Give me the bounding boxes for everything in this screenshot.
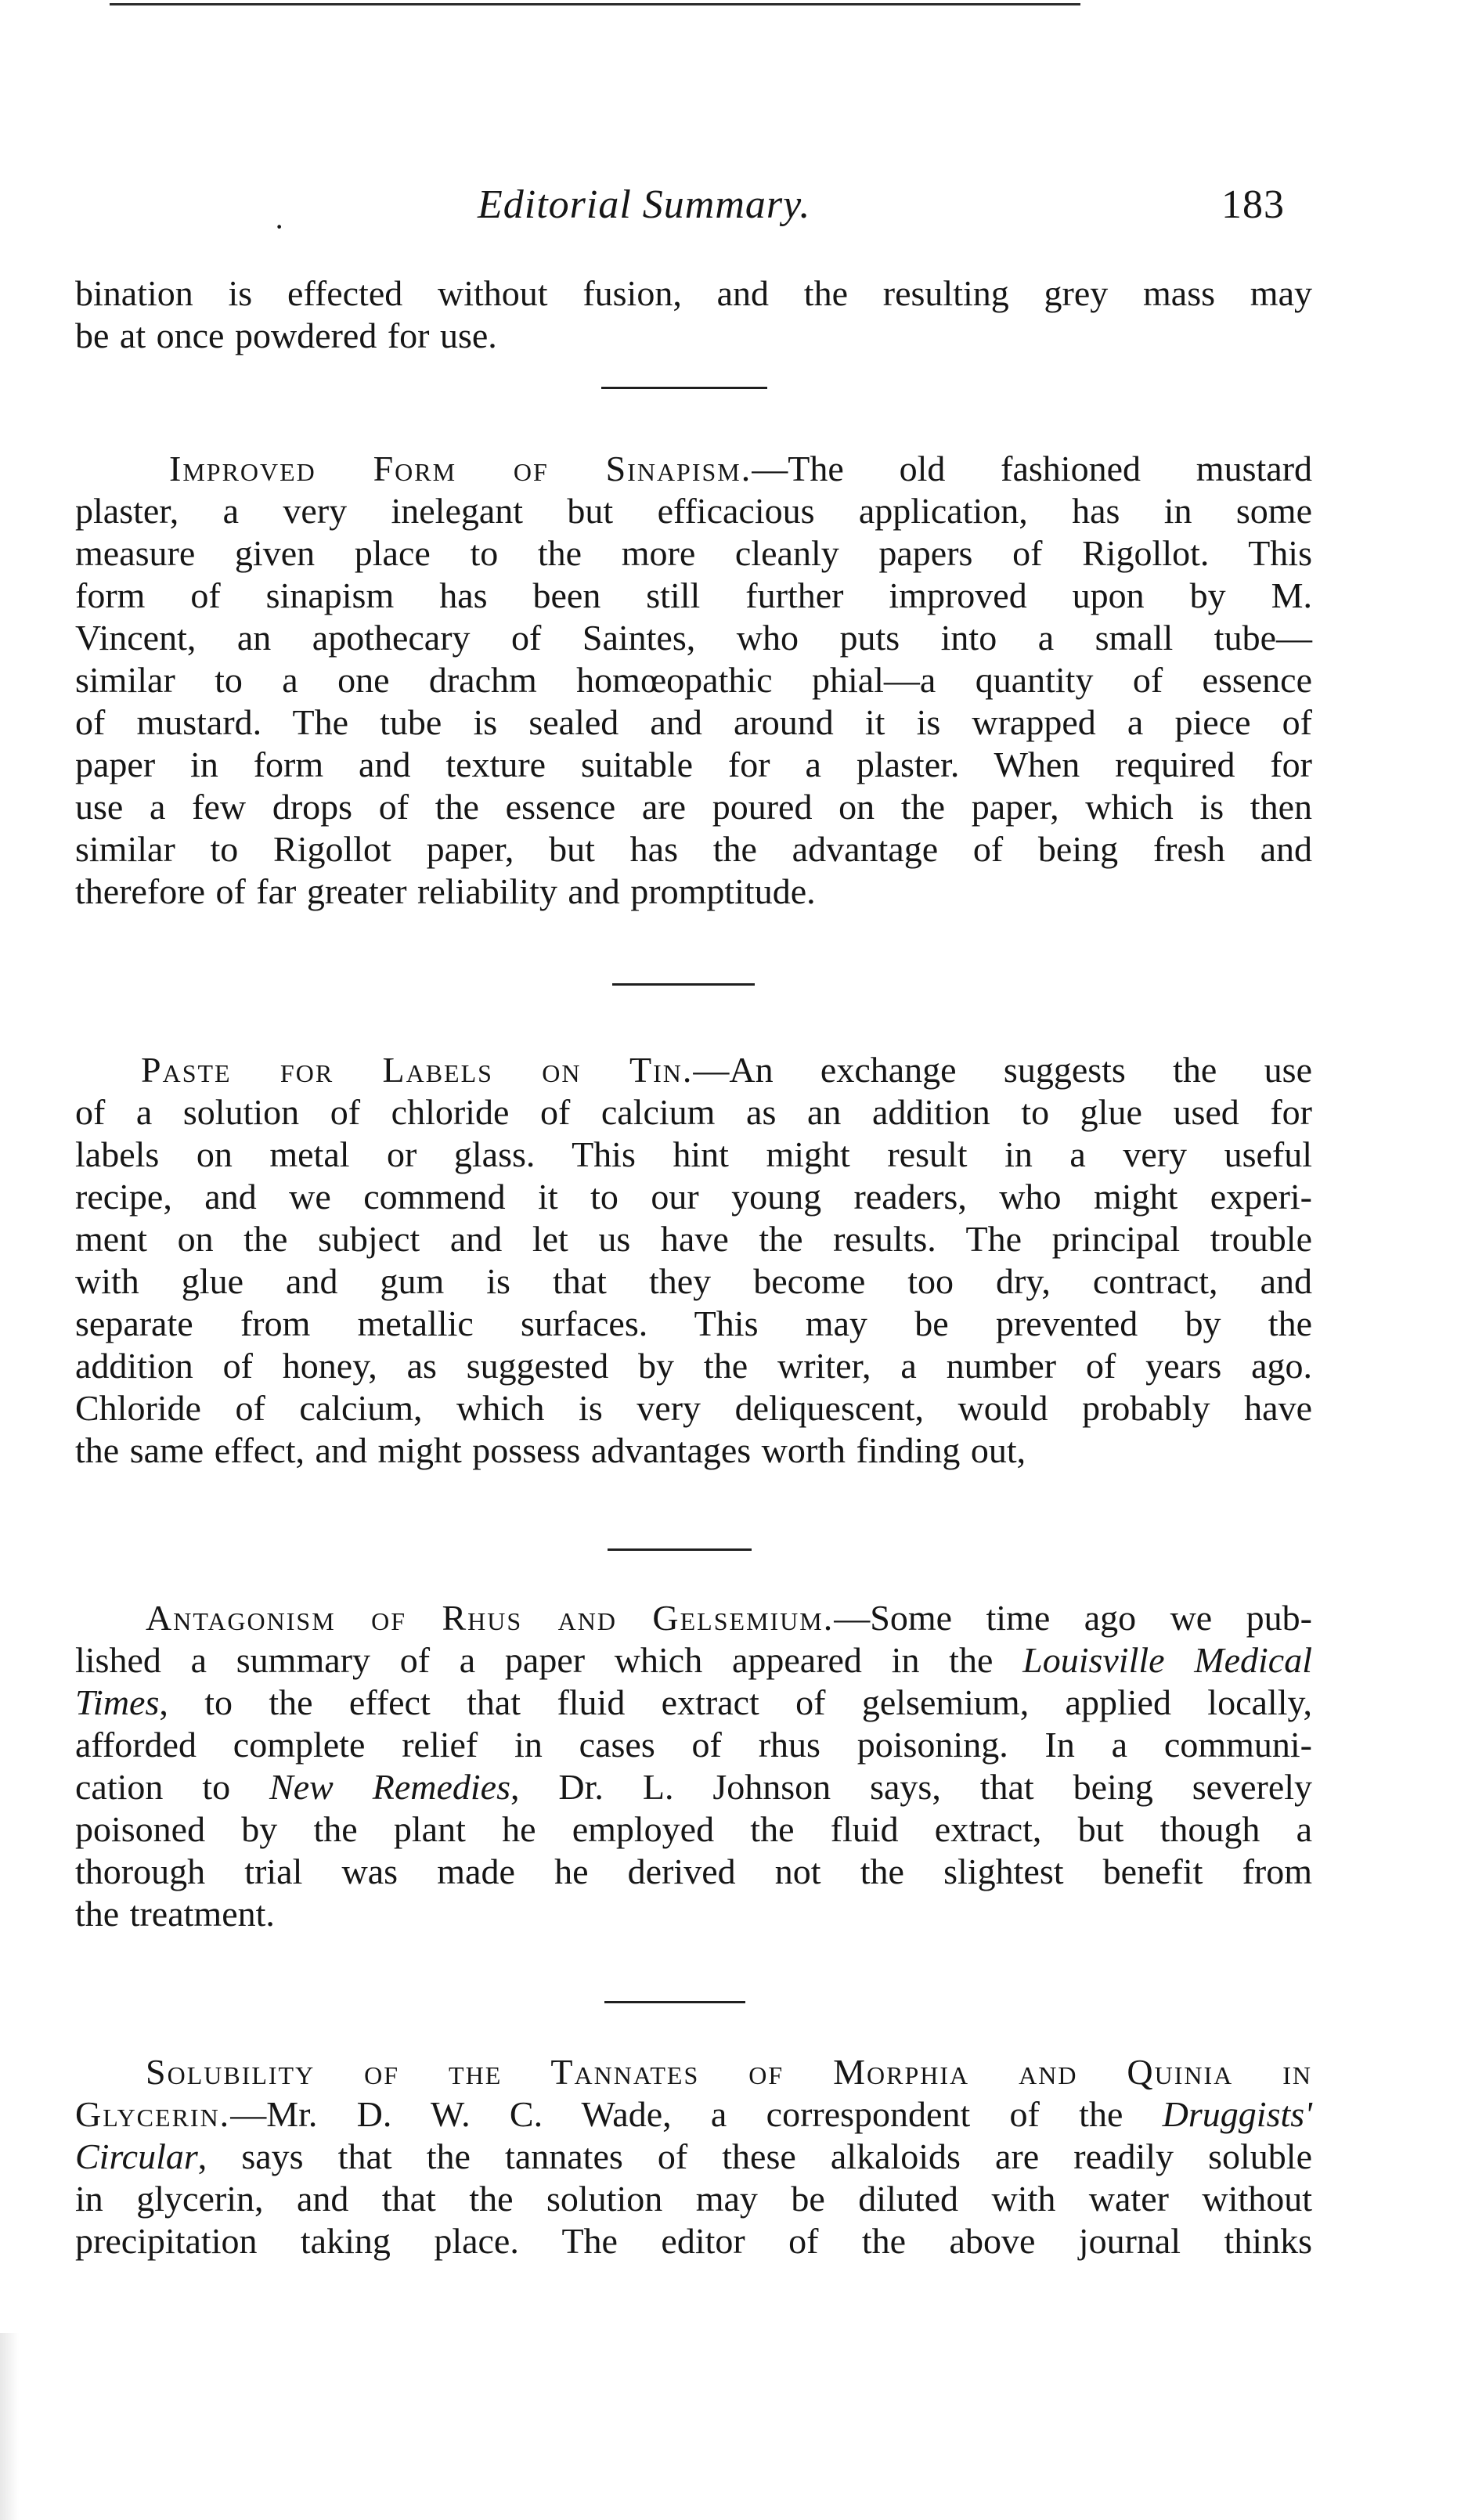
text-line: thorough trial was made he derived not the slightest benefit from <box>75 1851 1312 1891</box>
section-tannates <box>75 2051 1312 2262</box>
text-run: , Dr. L. Johnson says, that being severely <box>510 1767 1313 1807</box>
text-line <box>75 2136 1312 2178</box>
journal-title: Times <box>75 1682 160 1722</box>
text-line: plaster, a very inelegant but efficacious application, has in some <box>75 491 1312 531</box>
section-divider <box>601 387 767 389</box>
text-line: separate from metallic surfaces. This may be prevented by the <box>75 1303 1312 1343</box>
text-line: the treatment. <box>75 1894 275 1934</box>
text-line: form of sinapism has been still further improved upon by M. <box>75 575 1312 615</box>
text-line <box>75 2093 1312 2136</box>
text-run: —Mr. D. W. C. Wade, a correspondent of the <box>230 2094 1163 2134</box>
text-line: bination is effected without fusion, and the resulting grey mass may <box>75 273 1312 313</box>
text-line: Vincent, an apothecary of Saintes, who puts into a small tube— <box>75 618 1312 658</box>
text-line: paper in form and texture suitable for a plaster. When required for <box>75 744 1312 784</box>
section-divider <box>612 983 755 986</box>
text-line: precipitation taking place. The editor of the above journal thinks <box>75 2221 1312 2261</box>
section-sinapism <box>75 448 1312 913</box>
running-title: Editorial Summary. <box>478 182 811 227</box>
header-dot: · <box>274 209 285 244</box>
text-line: poisoned by the plant he employed the fluid extract, but though a <box>75 1809 1312 1849</box>
journal-title: Druggists' <box>1162 2094 1312 2134</box>
text-line <box>75 1639 1312 1682</box>
section-heading-line <box>75 1049 1312 1091</box>
journal-title: Louisville Medical <box>1022 1640 1312 1680</box>
text-line: recipe, and we commend it to our young readers, who might experi- <box>75 1177 1312 1217</box>
section-title-continued: Glycerin. <box>75 2094 231 2134</box>
section-divider <box>604 2001 745 2003</box>
heading-line-rest: —An exchange suggests the use <box>693 1050 1312 1090</box>
text-line: similar to Rigollot paper, but has the advantage of being fresh and <box>75 829 1312 869</box>
text-line: Chloride of calcium, which is very deliquescent, would probably have <box>75 1388 1312 1428</box>
text-line: ment on the subject and let us have the results. The principal trouble <box>75 1219 1312 1259</box>
text-line: therefore of far greater reliability and promptitude. <box>75 871 816 911</box>
text-line: afforded complete relief in cases of rhus poisoning. In a communi- <box>75 1725 1312 1765</box>
page-number: 183 <box>1221 182 1285 227</box>
text-line: with glue and gum is that they become too dry, contract, and <box>75 1261 1312 1301</box>
section-paste-labels <box>75 1049 1312 1472</box>
page-gutter-shadow <box>0 2333 19 2520</box>
text-line: labels on metal or glass. This hint might result in a very useful <box>75 1134 1312 1174</box>
top-edge-rule <box>110 3 1080 5</box>
text-line: in glycerin, and that the solution may be diluted with water without <box>75 2179 1312 2219</box>
text-line: the same effect, and might possess advantages worth finding out, <box>75 1430 1026 1470</box>
text-line: of mustard. The tube is sealed and around it is wrapped a piece of <box>75 702 1312 742</box>
text-line: be at once powdered for use. <box>75 315 497 355</box>
section-heading-line <box>75 448 1312 490</box>
section-title: Solubility of the Tannates of Morphia and Quinia in <box>146 2052 1312 2092</box>
text-line: measure given place to the more cleanly papers of Rigollot. This <box>75 533 1312 573</box>
continuation-paragraph <box>75 272 1312 357</box>
text-line: addition of honey, as suggested by the writer, a number of years ago. <box>75 1346 1312 1386</box>
text-line: similar to a one drachm homœopathic phial—a quantity of essence <box>75 660 1312 700</box>
page-header <box>0 182 1457 244</box>
section-divider <box>608 1548 752 1551</box>
text-line: use a few drops of the essence are poured on the paper, which is then <box>75 787 1312 827</box>
section-title: Improved Form of Sinapism. <box>169 449 752 488</box>
text-line <box>75 1682 1312 1724</box>
text-run: , says that the tannates of these alkaloids are readily soluble <box>197 2136 1312 2176</box>
heading-line-rest: —Some time ago we pub- <box>834 1598 1312 1638</box>
section-heading-line <box>75 2051 1312 2093</box>
text-run: cation to <box>75 1767 270 1807</box>
text-line <box>75 1766 1312 1808</box>
journal-title: New Remedies <box>269 1767 510 1807</box>
section-title: Paste for Labels on Tin. <box>141 1050 694 1090</box>
journal-title: Circular <box>75 2136 198 2176</box>
heading-line-rest: —The old fashioned mustard <box>752 449 1313 488</box>
text-run: lished a summary of a paper which appeared in the <box>75 1640 1023 1680</box>
text-line: of a solution of chloride of calcium as an addition to glue used for <box>75 1092 1312 1132</box>
section-heading-line <box>75 1597 1312 1639</box>
section-title: Antagonism of Rhus and Gelsemium. <box>146 1598 835 1638</box>
section-rhus-gelsemium <box>75 1597 1312 1935</box>
text-run: , to the effect that fluid extract of gelsemium, applied locally, <box>159 1682 1312 1722</box>
